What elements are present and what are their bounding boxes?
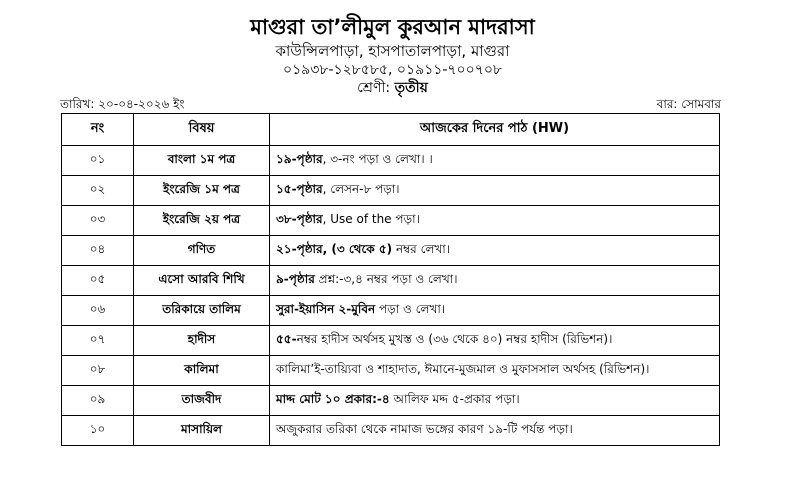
row-subject: তরিকায়ে তালিম: [134, 296, 270, 326]
lesson-text-part: কালিমা’ই-তায়্যিবা ও শাহাদাত, ঈমানে-মুজমাল ও মুফাসসাল অর্থসহ (রিভিশন)।: [276, 361, 650, 376]
lesson-bold-part: সুরা-ইয়াসিন ২-মুবিন: [276, 301, 376, 316]
row-number: ০৭: [62, 326, 134, 356]
row-lesson: [270, 326, 720, 356]
table-row: [62, 146, 720, 176]
date-text: তারিখ: ২০-০৪-২০২৬ ইং: [60, 97, 185, 111]
row-subject: তাজবীদ: [134, 386, 270, 416]
lesson-bold-part: ৩৮-পৃষ্ঠার: [276, 211, 323, 226]
header-lesson: আজকের দিনের পাঠ (HW): [270, 114, 720, 146]
row-subject: এসো আরবি শিখি: [134, 266, 270, 296]
lesson-text-part: প্রশ্ন:-৩,৪ নম্বর পড়া ও লেখা।: [314, 271, 458, 286]
table-row: [62, 266, 720, 296]
row-subject: ইংরেজি ১ম পত্র: [134, 176, 270, 206]
row-number: ০৫: [62, 266, 134, 296]
row-subject: বাংলা ১ম পত্র: [134, 146, 270, 176]
lesson-bold-part: ২১-পৃষ্ঠার, (৩ থেকে ৫): [276, 241, 393, 256]
row-number: ১০: [62, 416, 134, 446]
day-text: বার: সোমবার: [656, 97, 721, 111]
row-subject: গণিত: [134, 236, 270, 266]
row-lesson: [270, 356, 720, 386]
lesson-bold-part: ১৫-পৃষ্ঠার: [276, 181, 323, 196]
table-header-row: [62, 114, 720, 146]
row-lesson: [270, 386, 720, 416]
school-title: মাগুরা তা’লীমুল কুরআন মাদরাসা: [250, 15, 535, 39]
class-label: শ্রেণী:: [357, 80, 391, 96]
row-number: ০৩: [62, 206, 134, 236]
row-number: ০২: [62, 176, 134, 206]
lesson-bold-part: ৯-পৃষ্ঠার: [276, 271, 315, 286]
row-subject: মাসায়িল: [134, 416, 270, 446]
row-lesson: [270, 266, 720, 296]
row-number: ০১: [62, 146, 134, 176]
lesson-bold-part: ১৯-পৃষ্ঠার: [276, 151, 323, 166]
lesson-text-part: পড়া ও লেখা।: [375, 301, 446, 316]
table-row: [62, 176, 720, 206]
lesson-text-part: নম্বর লেখা।: [392, 241, 451, 256]
row-lesson: [270, 416, 720, 446]
school-address: কাউন্সিলপাড়া, হাসপাতালপাড়া, মাগুরা: [275, 42, 510, 60]
lesson-text-part: নম্বর হাদীস অর্থসহ মুখস্ত ও (৩৬ থেকে ৪০) নম্বর হাদীস (রিভিশন)।: [296, 331, 613, 346]
class-value: তৃতীয়: [394, 80, 428, 96]
row-lesson: [270, 206, 720, 236]
lesson-text-part: , লেসন-৮ পড়া।: [322, 181, 400, 196]
table-row: [62, 326, 720, 356]
row-lesson: [270, 146, 720, 176]
row-number: ০৮: [62, 356, 134, 386]
row-number: ০৯: [62, 386, 134, 416]
row-lesson: [270, 296, 720, 326]
table-row: [62, 206, 720, 236]
phone-numbers: ০১৯৩৮-১২৮৫৮৫, ০১৯১১-৭০০৭০৮: [282, 62, 503, 78]
table-row: [62, 356, 720, 386]
homework-table: [61, 113, 720, 446]
class-line: [0, 80, 785, 97]
lesson-bold-part: ৫৫-: [276, 331, 297, 346]
header-subject: বিষয়: [134, 114, 270, 146]
lesson-text-part: অজুকরার তরিকা থেকে নামাজ ভঙ্গের কারণ ১৯-টি পর্যন্ত পড়া।: [276, 421, 573, 436]
row-number: ০৬: [62, 296, 134, 326]
lesson-text-part: আলিফ মদ্দ ৫-প্রকার পড়া।: [389, 391, 520, 406]
table-row: [62, 416, 720, 446]
row-subject: কালিমা: [134, 356, 270, 386]
row-lesson: [270, 236, 720, 266]
table-row: [62, 296, 720, 326]
lesson-text-part: , ৩-নং পড়া ও লেখা। ।: [322, 151, 433, 166]
table-row: [62, 386, 720, 416]
lesson-bold-part: মাদ্দ মোট ১০ প্রকার:-৪: [276, 391, 390, 406]
row-subject: হাদীস: [134, 326, 270, 356]
header-number: নং: [62, 114, 134, 146]
row-subject: ইংরেজি ২য় পত্র: [134, 206, 270, 236]
row-lesson: [270, 176, 720, 206]
table-row: [62, 236, 720, 266]
row-number: ০৪: [62, 236, 134, 266]
lesson-text-part: , Use of the পড়া।: [322, 211, 420, 226]
